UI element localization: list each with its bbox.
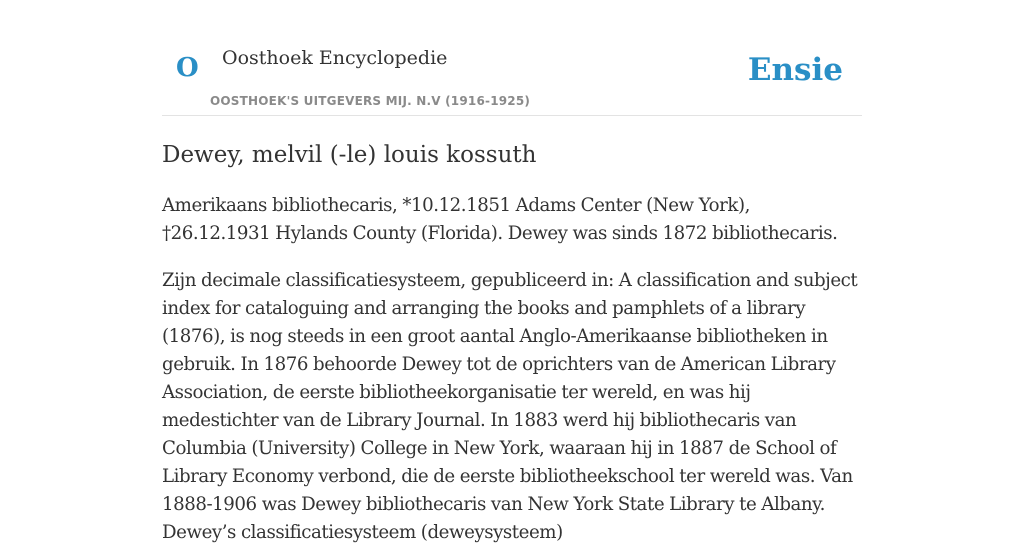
site-header — [162, 0, 862, 116]
publisher-label: OOSTHOEK'S UITGEVERS MIJ. N.V (1916-1925) — [210, 94, 531, 108]
article-title: Dewey, melvil (-le) louis kossuth — [162, 142, 537, 168]
article-paragraph: Amerikaans bibliothecaris, *10.12.1851 Adams Center (New York), †26.12.1931 Hylands County (Florida). Dewey was sinds 1872 bibliothecaris. — [162, 195, 838, 244]
content-container — [162, 0, 862, 543]
article-paragraph: Zijn decimale classificatiesysteem, gepubliceerd in: A classification and subject index for cataloguing and arranging the books and pamphlets of a library (1876), is nog steeds in een groot aantal Anglo-Amerikaanse bibliotheken in gebruik. In 1876 behoorde Dewey tot de oprichters van de American Library Association, de eerste bibliotheekorganisatie ter wereld, en was hij medestichter van de Library Journal. In 1883 werd hij bibliothecaris van Columbia (University) College in New York, waaraan hij in 1887 de School of Library Economy verbond, die de eerste bibliotheekschool ter wereld was. Van 1888-1906 was Dewey bibliothecaris van New York State Library te Albany. Dewey’s classificatiesysteem (deweysysteem) — [162, 270, 858, 543]
encyclopedia-title-link[interactable]: Oosthoek Encyclopedie — [222, 47, 448, 69]
ensie-logo-link[interactable]: Ensie — [747, 52, 843, 88]
encyclopedia-logo-letter[interactable]: O — [176, 53, 199, 83]
